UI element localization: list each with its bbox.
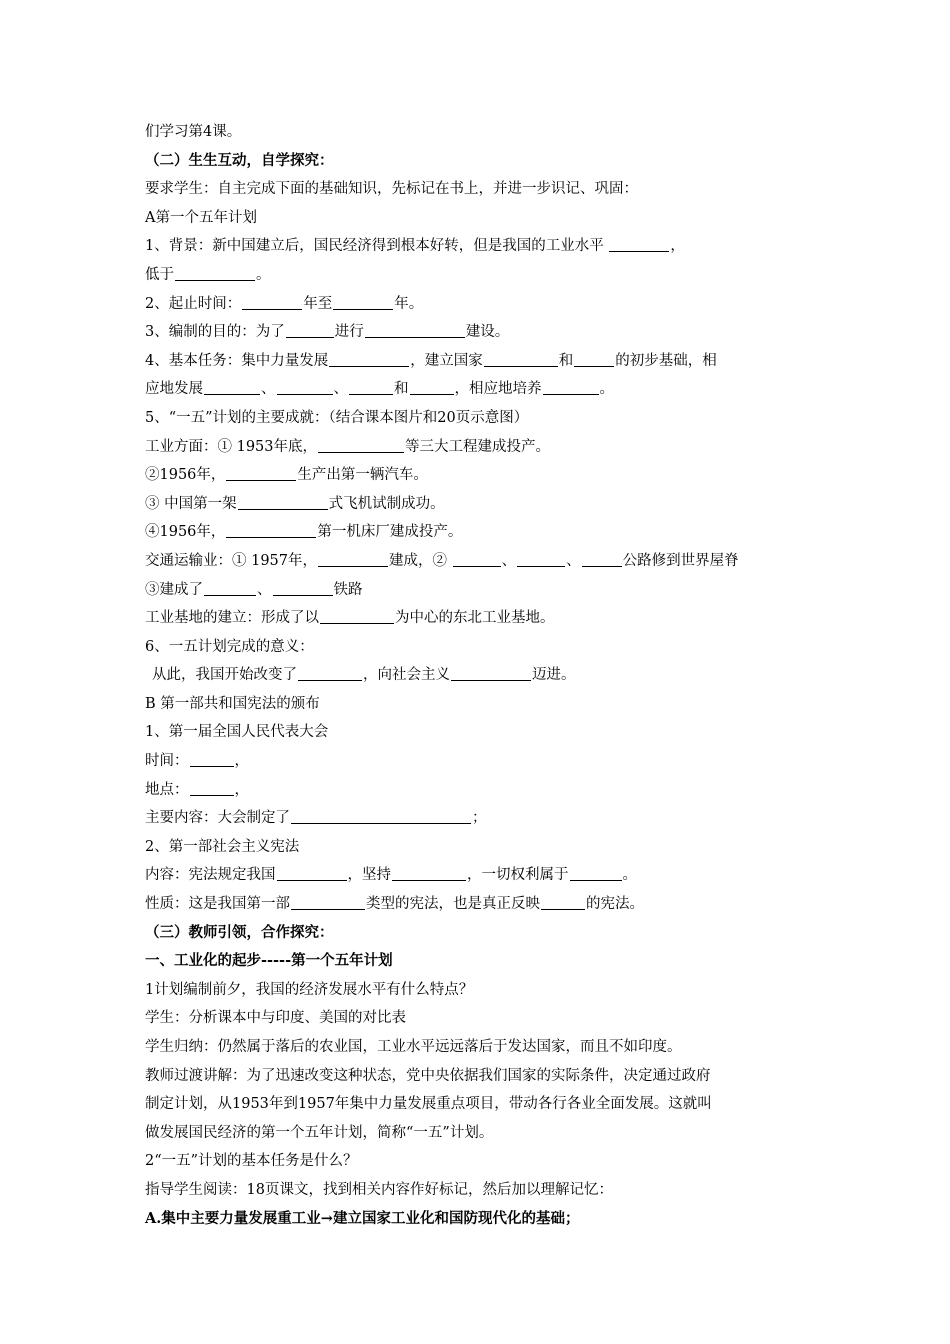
answer-blank[interactable] — [484, 350, 558, 367]
fill-in-line: ③ 中国第一架 式飞机试制成功。 — [145, 490, 825, 519]
answer-blank[interactable] — [609, 235, 669, 252]
answer-blank[interactable] — [392, 864, 466, 881]
text-line: 做发展国民经济的第一个五年计划，简称“一五”计划。 — [145, 1124, 494, 1141]
answer-blank[interactable] — [349, 378, 393, 395]
document-body — [145, 118, 825, 1233]
answer-blank[interactable] — [238, 493, 328, 510]
answer-blank[interactable] — [291, 893, 365, 910]
fill-in-line: 主要内容：大会制定了 ； — [145, 804, 825, 833]
text-line: 1、第一届全国人民代表大会 — [145, 724, 329, 741]
text-line: 6、一五计划完成的意义： — [145, 638, 314, 655]
fill-in-line: ④1956年， 第一机床厂建成投产。 — [145, 518, 825, 547]
text-line: 要求学生：自主完成下面的基础知识，先标记在书上，并进一步识记、巩固： — [145, 181, 638, 198]
answer-blank[interactable] — [277, 378, 333, 395]
answer-blank[interactable] — [298, 664, 362, 681]
fill-in-line: 时间： ， — [145, 747, 825, 776]
answer-blank[interactable] — [574, 350, 614, 367]
section-heading: 一、工业化的起步-----第一个五年计划 — [145, 952, 393, 970]
answer-blank[interactable] — [333, 293, 393, 310]
text-line: 学生：分析课本中与印度、美国的对比表 — [145, 1010, 406, 1027]
answer-blank[interactable] — [365, 321, 465, 338]
fill-in-line: 应地发展 、 、 和 ，相应地培养 。 — [145, 375, 825, 404]
answer-blank[interactable] — [570, 864, 622, 881]
answer-blank[interactable] — [277, 864, 347, 881]
answer-blank[interactable] — [329, 350, 409, 367]
answer-blank[interactable] — [286, 321, 334, 338]
fill-in-line: 内容：宪法规定我国 ，坚持 ，一切权利属于 。 — [145, 861, 825, 890]
text-line: 学生归纳：仍然属于落后的农业国，工业水平远远落后于发达国家，而且不如印度。 — [145, 1039, 682, 1055]
section-heading: （二）生生互动，自学探究： — [145, 151, 334, 169]
answer-blank[interactable] — [175, 264, 255, 281]
answer-blank[interactable] — [410, 378, 454, 395]
answer-blank[interactable] — [320, 607, 394, 624]
fill-in-line: 工业方面：① 1953年底， 等三大工程建成投产。 — [145, 433, 825, 462]
answer-blank[interactable] — [453, 550, 501, 567]
fill-in-line: 3、编制的目的：为了 进行 建设。 — [145, 318, 825, 347]
text-line: 5、“一五”计划的主要成就：（结合课本图片和20页示意图） — [145, 409, 529, 426]
answer-blank[interactable] — [190, 750, 234, 767]
answer-blank[interactable] — [451, 664, 531, 681]
text-line: 2、第一部社会主义宪法 — [145, 838, 300, 855]
answer-blank[interactable] — [226, 521, 316, 538]
fill-in-line: 地点： ， — [145, 776, 825, 805]
text-line: 指导学生阅读：18页课文，找到相关内容作好标记，然后加以理解记忆： — [145, 1181, 613, 1198]
fill-in-line: 性质：这是我国第一部 类型的宪法，也是真正反映 的宪法。 — [145, 890, 825, 919]
section-heading: （三）教师引领，合作探究： — [145, 923, 334, 941]
fill-in-line: 交通运输业：① 1957年， 建成，② 、 、 公路修到世界屋脊 — [145, 547, 825, 576]
answer-blank[interactable] — [190, 779, 234, 796]
text-line: 们学习第4课。 — [145, 124, 242, 140]
answer-blank[interactable] — [318, 550, 388, 567]
answer-blank[interactable] — [517, 550, 565, 567]
key-point: A.集中主要力量发展重工业→建立国家工业化和国防现代化的基础； — [145, 1209, 580, 1227]
answer-blank[interactable] — [273, 579, 333, 596]
text-line: 2“一五”计划的基本任务是什么？ — [145, 1153, 358, 1170]
fill-in-line: 工业基地的建立：形成了以 为中心的东北工业基地。 — [145, 604, 825, 633]
subsection-heading: B 第一部共和国宪法的颁布 — [145, 695, 320, 712]
text-line: 制定计划，从1953年到1957年集中力量发展重点项目，带动各行各业全面发展。这就叫 — [145, 1096, 712, 1113]
answer-blank[interactable] — [318, 436, 404, 453]
subsection-heading: A第一个五年计划 — [145, 209, 257, 226]
text-line: 教师过渡讲解：为了迅速改变这种状态，党中央依据我们国家的实际条件，决定通过政府 — [145, 1067, 711, 1084]
fill-in-line: 4、基本任务：集中力量发展 ，建立国家 和 的初步基础，相 — [145, 347, 825, 376]
answer-blank[interactable] — [226, 464, 296, 481]
answer-blank[interactable] — [543, 378, 599, 395]
answer-blank[interactable] — [204, 378, 260, 395]
text-line: 1计划编制前夕，我国的经济发展水平有什么特点？ — [145, 981, 474, 998]
fill-in-line: 从此，我国开始改变了 ，向社会主义 迈进。 — [145, 661, 825, 690]
answer-blank[interactable] — [242, 293, 302, 310]
answer-blank[interactable] — [291, 807, 471, 824]
fill-in-line: 2、起止时间： 年至 年。 — [145, 290, 825, 319]
answer-blank[interactable] — [204, 579, 256, 596]
answer-blank[interactable] — [541, 893, 585, 910]
answer-blank[interactable] — [582, 550, 622, 567]
fill-in-line: ③建成了 、 铁路 — [145, 576, 825, 605]
fill-in-line: 低于 。 — [145, 261, 825, 290]
fill-in-line: ②1956年， 生产出第一辆汽车。 — [145, 461, 825, 490]
fill-in-line: 1、背景：新中国建立后，国民经济得到根本好转，但是我国的工业水平 ， — [145, 232, 825, 261]
